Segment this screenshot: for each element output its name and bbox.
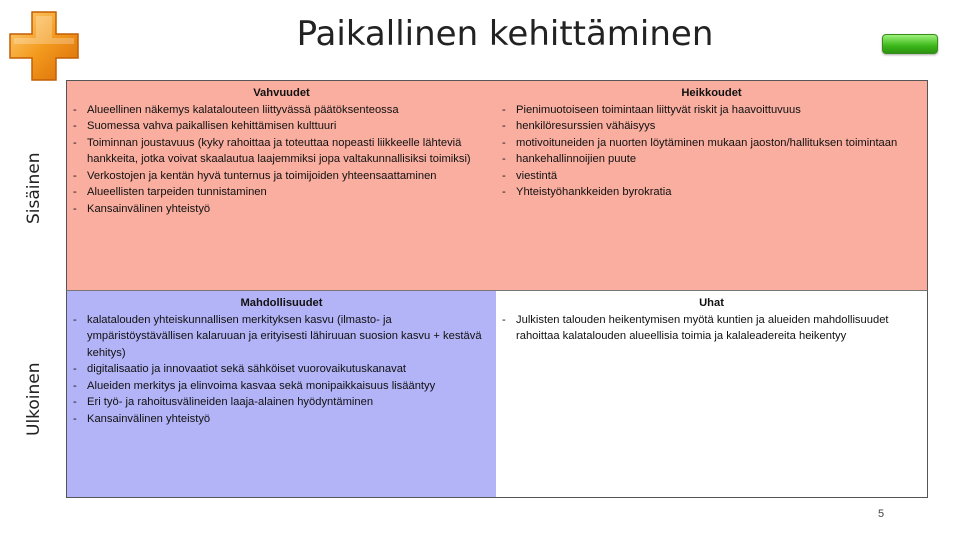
list-item: - Verkostojen ja kentän hyvä tunternus ja toimijoiden yhteensaattaminen [73, 168, 490, 185]
side-label-internal: Sisäinen [24, 152, 44, 224]
list-item: - Kansainvälinen yhteistyö [73, 411, 490, 428]
list-item: - Alueellinen näkemys kalatalouteen liittyvässä päätöksenteossa [73, 102, 490, 119]
threats-quadrant [496, 290, 928, 498]
list-item: - Eri työ- ja rahoitusvälineiden laaja-alainen hyödyntäminen [73, 394, 490, 411]
threats-list [502, 312, 921, 345]
list-item: - viestintä [502, 168, 921, 185]
list-item: - hankehallinnoijien puute [502, 151, 921, 168]
weaknesses-heading: Heikkoudet [681, 87, 742, 99]
list-item: - motivoituneiden ja nuorten löytäminen mukaan jaoston/hallituksen toimintaan [502, 135, 921, 152]
green-button[interactable] [882, 34, 938, 54]
opportunities-list [73, 312, 490, 428]
list-item: - henkilöresurssien vähäisyys [502, 118, 921, 135]
opportunities-quadrant [66, 290, 496, 498]
side-label-external: Ulkoinen [24, 362, 44, 436]
list-item: - Julkisten talouden heikentymisen myötä kuntien ja alueiden mahdollisuudet rahoittaa kalatalouden alueellisia toimia ja kalaleadereita heikentyy [502, 312, 921, 345]
list-item: - Alueellisten tarpeiden tunnistaminen [73, 184, 490, 201]
strengths-quadrant [66, 80, 496, 290]
list-item: - digitalisaatio ja innovaatiot sekä sähköiset vuorovaikutuskanavat [73, 361, 490, 378]
list-item: - Kansainvälinen yhteistyö [73, 201, 490, 218]
opportunities-heading: Mahdollisuudet [240, 297, 323, 309]
weaknesses-quadrant [496, 80, 928, 290]
threats-heading: Uhat [699, 297, 724, 309]
list-item: - Toiminnan joustavuus (kyky rahoittaa ja toteuttaa nopeasti liikkeelle lähteviä hankkeita, jotka voivat skaalautua laajemmiksi jopa valtakunnallisiksi toimiksi) [73, 135, 490, 168]
weaknesses-list [502, 102, 921, 201]
page-number: 5 [878, 508, 885, 520]
list-item: - kalatalouden yhteiskunnallisen merkityksen kasvu (ilmasto- ja ympäristöystävällisen kalaruuan ja erityisesti lähiruuan suosion kasvu + kestävä kehitys) [73, 312, 490, 362]
list-item: - Yhteistyöhankkeiden byrokratia [502, 184, 921, 201]
list-item: - Pienimuotoiseen toimintaan liittyvät riskit ja haavoittuvuus [502, 102, 921, 119]
list-item: - Alueiden merkitys ja elinvoima kasvaa sekä monipaikkaisuus lisääntyy [73, 378, 490, 395]
strengths-list [73, 102, 490, 218]
strengths-heading: Vahvuudet [253, 87, 310, 99]
page-title: Paikallinen kehittäminen [296, 14, 714, 54]
list-item: - Suomessa vahva paikallisen kehittämisen kulttuuri [73, 118, 490, 135]
